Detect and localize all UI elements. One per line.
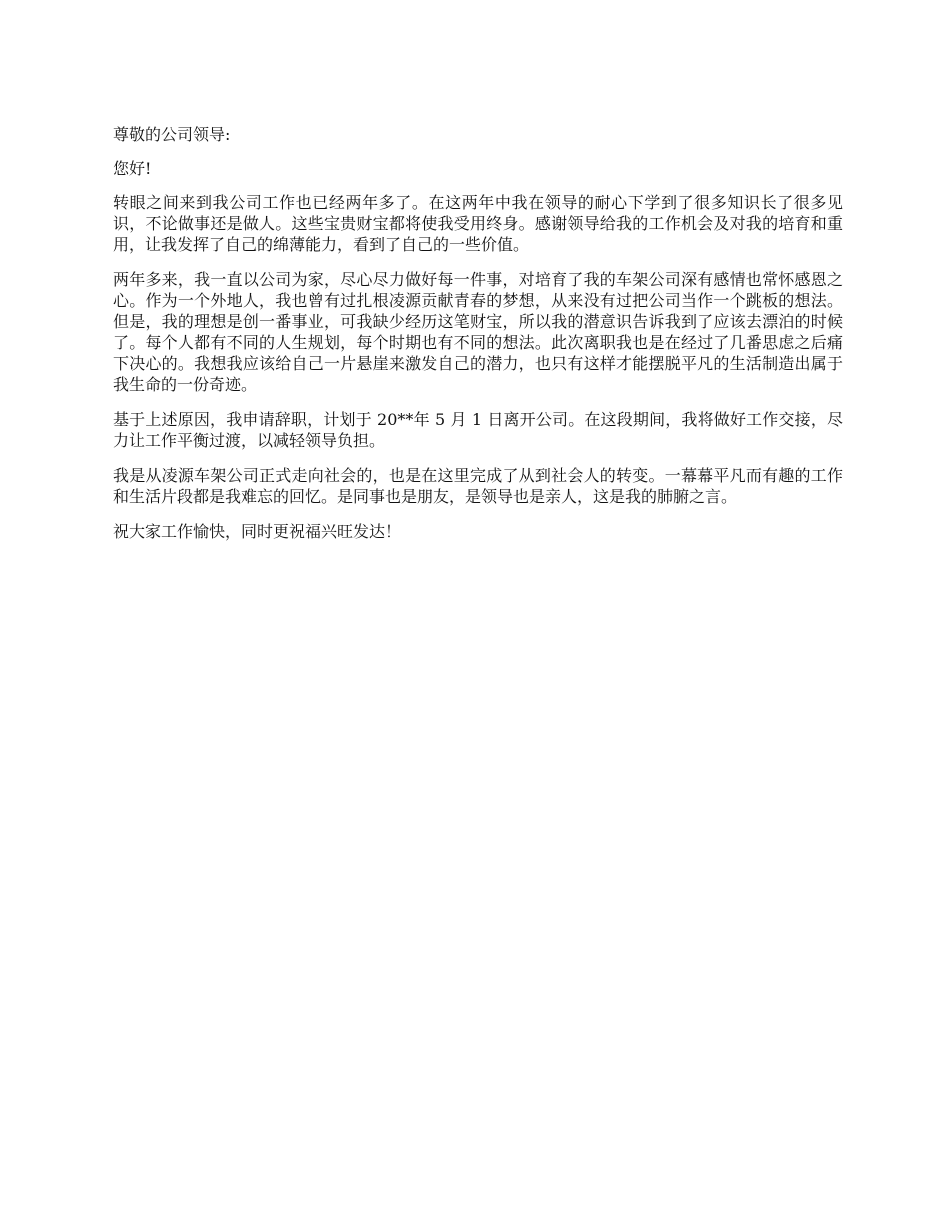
letter-paragraph-2: 两年多来，我一直以公司为家，尽心尽力做好每一件事，对培育了我的车架公司深有感情也常怀感恩之心。作为一个外地人，我也曾有过扎根凌源贡献青春的梦想，从来没有过把公司当作一个跳板的想法。但是，我的理想是创一番事业，可我缺少经历这笔财宝，所以我的潜意识告诉我到了应该去漂泊的时候了。每个人都有不同的人生规划，每个时期也有不同的想法。此次离职我也是在经过了几番思虑之后痛下决心的。我想我应该给自己一片悬崖来激发自己的潜力，也只有这样才能摆脱平凡的生活制造出属于我生命的一份奇迹。	[113, 270, 843, 394]
letter-page	[113, 124, 843, 556]
letter-salutation: 尊敬的公司领导:	[113, 125, 231, 144]
letter-paragraph-3: 基于上述原因，我申请辞职，计划于 20**年 5 月 1 日离开公司。在这段期间，我将做好工作交接，尽力让工作平衡过渡，以减轻领导负担。	[113, 410, 843, 450]
letter-greeting: 您好!	[113, 159, 152, 178]
letter-paragraph-4: 我是从凌源车架公司正式走向社会的，也是在这里完成了从到社会人的转变。一幕幕平凡而有趣的工作和生活片段都是我难忘的回忆。是同事也是朋友，是领导也是亲人，这是我的肺腑之言。	[113, 466, 843, 506]
letter-closing: 祝大家工作愉快，同时更祝福兴旺发达！	[113, 522, 402, 541]
letter-paragraph-1: 转眼之间来到我公司工作也已经两年多了。在这两年中我在领导的耐心下学到了很多知识长了很多见识，不论做事还是做人。这些宝贵财宝都将使我受用终身。感谢领导给我的工作机会及对我的培育和重用，让我发挥了自己的绵薄能力，看到了自己的一些价值。	[113, 193, 843, 254]
